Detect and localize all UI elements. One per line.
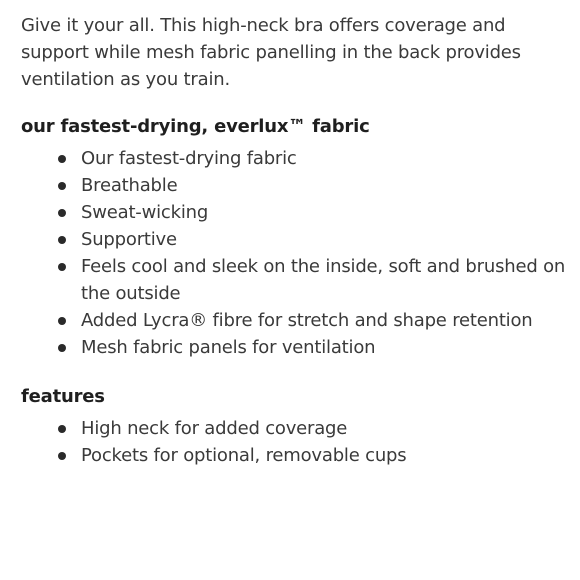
list-item-text: Pockets for optional, removable cups xyxy=(81,445,407,466)
bullet-icon xyxy=(58,155,66,163)
list-item xyxy=(21,199,566,226)
list-item-text: Supportive xyxy=(81,229,177,250)
bullet-icon xyxy=(58,209,66,217)
list-item-text: Breathable xyxy=(81,175,178,196)
fabric-section-heading: our fastest-drying, everlux™ fabric xyxy=(21,116,370,137)
fabric-feature-list xyxy=(21,145,566,361)
list-item xyxy=(21,226,566,253)
list-item xyxy=(21,307,566,334)
bullet-icon xyxy=(58,263,66,271)
list-item xyxy=(21,442,566,469)
bullet-icon xyxy=(58,344,66,352)
bullet-icon xyxy=(58,317,66,325)
bullet-icon xyxy=(58,452,66,460)
list-item xyxy=(21,334,566,361)
list-item-text: Sweat-wicking xyxy=(81,202,209,223)
intro-paragraph: Give it your all. This high-neck bra offers coverage and support while mesh fabric panelling in the back provides ventilation as you train. xyxy=(21,15,521,90)
list-item-text: Feels cool and sleek on the inside, soft and brushed on the outside xyxy=(81,256,566,304)
list-item-text: Our fastest-drying fabric xyxy=(81,148,297,169)
list-item-text: High neck for added coverage xyxy=(81,418,348,439)
list-item xyxy=(21,253,566,307)
features-section-heading: features xyxy=(21,386,105,407)
list-item xyxy=(21,172,566,199)
bullet-icon xyxy=(58,182,66,190)
list-item xyxy=(21,145,566,172)
bullet-icon xyxy=(58,236,66,244)
bullet-icon xyxy=(58,425,66,433)
list-item xyxy=(21,415,566,442)
list-item-text: Mesh fabric panels for ventilation xyxy=(81,337,376,358)
list-item-text: Added Lycra® fibre for stretch and shape retention xyxy=(81,310,533,331)
features-list xyxy=(21,415,566,469)
